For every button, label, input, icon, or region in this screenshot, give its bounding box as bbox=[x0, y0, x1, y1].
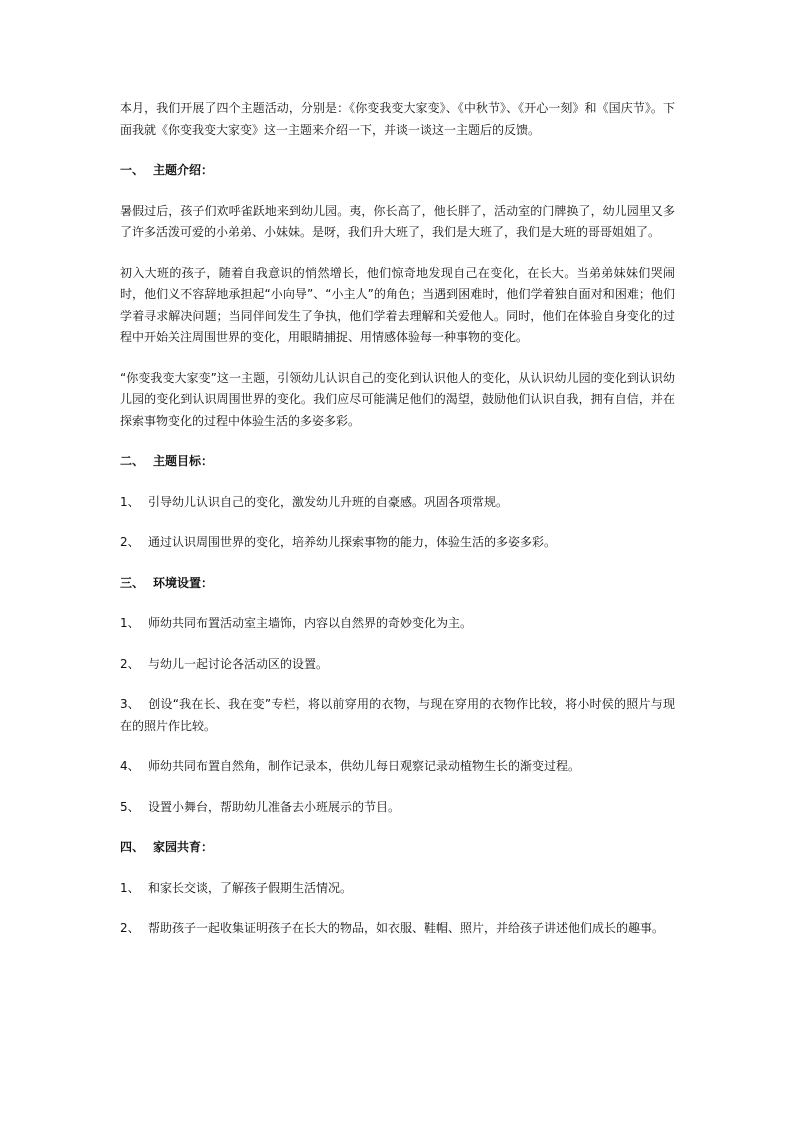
item-number: 1、 bbox=[120, 494, 140, 509]
item-number: 5、 bbox=[120, 799, 140, 814]
list-item bbox=[120, 797, 675, 819]
section-number: 一、 bbox=[120, 163, 145, 177]
section-heading-home-school bbox=[120, 837, 675, 859]
item-text: 设置小舞台，帮助幼儿准备去小班展示的节目。 bbox=[148, 799, 401, 814]
section-title: 主题目标： bbox=[153, 454, 214, 468]
body-paragraph: “你变我变大家变”这一主题，引领幼儿认识自己的变化到认识他人的变化，从认识幼儿园的变化到认识幼儿园的变化到认识周围世界的变化。我们应尽可能满足他们的渴望，鼓励他们认识自我，拥有自信，并在探索事物变化的过程中体验生活的多姿多彩。 bbox=[120, 370, 675, 428]
item-number: 4、 bbox=[120, 759, 140, 773]
list-item bbox=[120, 492, 675, 514]
item-number: 2、 bbox=[120, 656, 140, 671]
item-number: 2、 bbox=[120, 921, 140, 935]
item-text: 通过认识周围世界的变化，培养幼儿探索事物的能力，体验生活的多姿多彩。 bbox=[148, 535, 557, 549]
list-item bbox=[120, 878, 675, 900]
body-paragraph: 初入大班的孩子，随着自我意识的悄然增长，他们惊奇地发现自己在变化，在长大。当弟弟妹妹们哭闹时，他们义不容辞地承担起“小向导”、“小主人”的角色；当遇到困难时，他们学着独自面对和困难；他们学着寻求解决问题；当同伴间发生了争执，他们学着去理解和关爱他人。同时，他们在体验自身变化的过程中开始关注周围世界的变化，用眼睛捕捉、用情感体验每一种事物的变化。 bbox=[120, 265, 675, 344]
body-paragraph: 暑假过后，孩子们欢呼雀跃地来到幼儿园。夷，你长高了，他长胖了，活动室的门牌换了，幼儿园里又多了许多活泼可爱的小弟弟、小妹妹。是呀，我们升大班了，我们是大班了，我们是大班的哥哥姐姐了。 bbox=[120, 203, 675, 239]
item-text: 帮助孩子一起收集证明孩子在长大的物品，如衣服、鞋帽、照片，并给孩子讲述他们成长的趣事。 bbox=[148, 921, 665, 935]
section-number: 三、 bbox=[120, 575, 145, 590]
item-text: 引导幼儿认识自己的变化，激发幼儿升班的自豪感。巩固各项常规。 bbox=[148, 494, 509, 509]
item-text: 创设“我在长、我在变”专栏，将以前穿用的衣物，与现在穿用的衣物作比较，将小时侯的照片与现在的照片作比较。 bbox=[120, 697, 675, 733]
list-item bbox=[120, 532, 675, 554]
section-title: 主题介绍： bbox=[153, 163, 214, 177]
section-heading-environment bbox=[120, 573, 675, 595]
item-text: 师幼共同布置活动室主墙饰，内容以自然界的奇妙变化为主。 bbox=[148, 616, 473, 630]
list-item bbox=[120, 613, 675, 635]
section-heading-intro bbox=[120, 160, 675, 182]
item-number: 1、 bbox=[120, 616, 140, 630]
section-title: 家园共育： bbox=[153, 840, 214, 854]
item-text: 师幼共同布置自然角，制作记录本，供幼儿每日观察记录动植物生长的渐变过程。 bbox=[148, 759, 581, 773]
list-item bbox=[120, 756, 675, 778]
section-number: 四、 bbox=[120, 840, 145, 854]
item-number: 1、 bbox=[120, 880, 140, 895]
section-heading-goals bbox=[120, 451, 675, 473]
intro-paragraph: 本月，我们开展了四个主题活动，分别是：《你变我变大家变》、《中秋节》、《开心一刻》和《国庆节》。下面我就《你变我变大家变》这一主题来介绍一下，并谈一谈这一主题后的反馈。 bbox=[120, 101, 675, 137]
item-number: 3、 bbox=[120, 697, 140, 711]
section-title: 环境设置： bbox=[153, 575, 214, 590]
item-text: 与幼儿一起讨论各活动区的设置。 bbox=[148, 656, 329, 671]
item-text: 和家长交谈，了解孩子假期生活情况。 bbox=[148, 880, 353, 895]
item-number: 2、 bbox=[120, 535, 140, 549]
list-item bbox=[120, 654, 675, 676]
list-item bbox=[120, 918, 675, 940]
list-item bbox=[120, 694, 675, 737]
section-number: 二、 bbox=[120, 454, 145, 468]
